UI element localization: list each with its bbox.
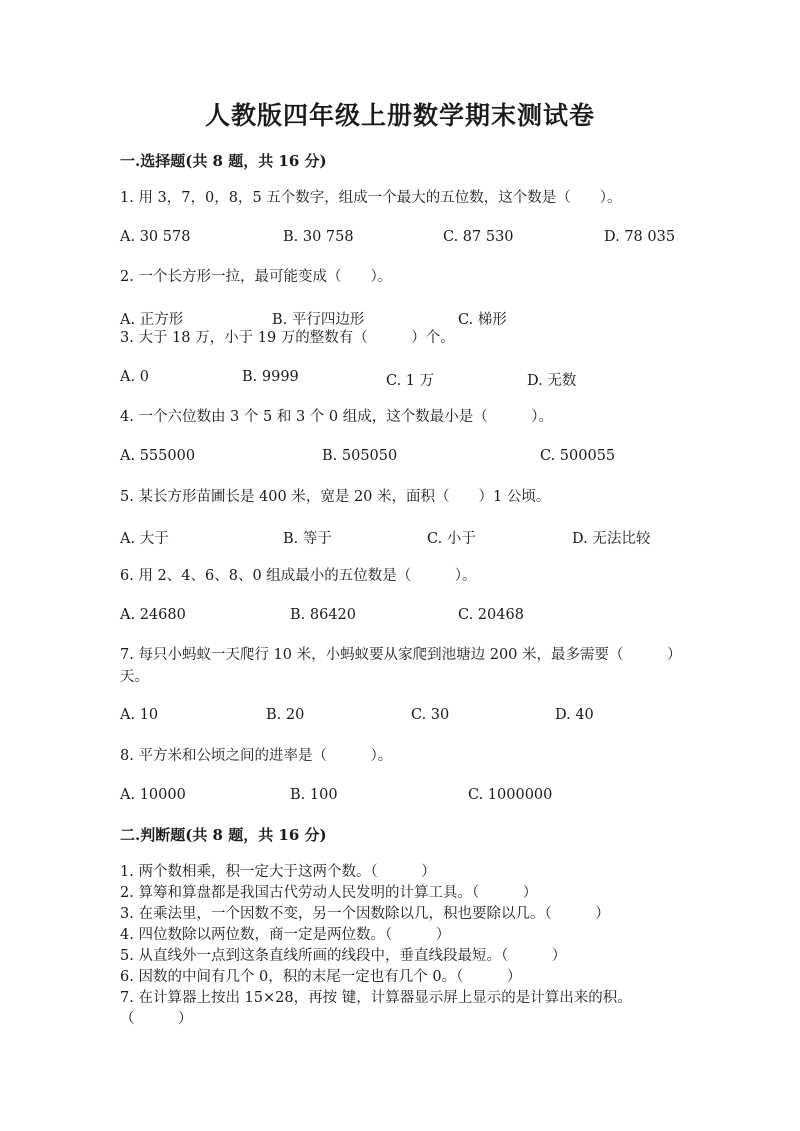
section-heading-judgement: 二.判断题(共 8 题，共 16 分) [120,826,327,844]
option-a: A. 555000 [120,448,196,464]
question-text: 2. 一个长方形一拉，最可能变成（ ）。 [120,269,393,285]
option-c: C. 87 530 [443,229,514,245]
option-d: D. 无数 [527,373,577,389]
option-a: A. 24680 [120,607,186,623]
option-b: B. 平行四边形 [272,312,365,328]
option-b: B. 9999 [242,369,299,385]
option-d: D. 无法比较 [572,531,651,547]
option-a: A. 正方形 [120,312,184,328]
option-a: A. 10000 [120,787,186,803]
option-c: C. 小于 [427,531,476,547]
question-text: 6. 用 2、4、6、8、0 组成最小的五位数是（ ）。 [120,568,477,584]
option-b: B. 86420 [290,607,357,623]
option-b: B. 505050 [322,448,398,464]
option-d: D. 78 035 [604,229,676,245]
option-c: C. 1000000 [468,787,553,803]
judgement-item: 3. 在乘法里，一个因数不变，另一个因数除以几，积也要除以几。（ ） [120,906,610,922]
option-a: A. 10 [120,707,159,723]
judgement-item: 6. 因数的中间有几个 0，积的末尾一定也有几个 0。（ ） [120,969,522,985]
option-d: D. 40 [555,707,594,723]
question-text: 1. 用 3，7，0，8，5 五个数字，组成一个最大的五位数，这个数是（ ）。 [120,190,622,206]
judgement-item: 5. 从直线外一点到这条直线所画的线段中，垂直线段最短。（ ） [120,948,567,964]
question-text: 3. 大于 18 万，小于 19 万的整数有（ ）个。 [120,330,455,346]
page-title: 人教版四年级上册数学期末测试卷 [204,101,595,130]
option-c: C. 1 万 [386,373,435,389]
judgement-item: 1. 两个数相乘，积一定大于这两个数。（ ） [120,864,436,880]
section-heading-choice: 一.选择题(共 8 题，共 16 分) [120,152,327,170]
question-text: 4. 一个六位数由 3 个 5 和 3 个 0 组成，这个数最小是（ ）。 [120,409,553,425]
option-c: C. 500055 [540,448,616,464]
option-b: B. 30 758 [283,229,354,245]
question-text: 7. 每只小蚂蚁一天爬行 10 米，小蚂蚁要从家爬到池塘边 200 米，最多需要（ ）天。 [120,647,675,685]
question-text: 8. 平方米和公顷之间的进率是（ ）。 [120,748,393,764]
judgement-item: 7. 在计算器上按出 15×28，再按 键，计算器显示屏上显示的是计算出来的积。（ ） [120,990,632,1027]
option-b: B. 等于 [283,531,332,547]
judgement-item: 4. 四位数除以两位数，商一定是两位数。（ ） [120,927,451,943]
judgement-item: 2. 算筹和算盘都是我国古代劳动人民发明的计算工具。（ ） [120,885,538,901]
option-a: A. 0 [120,369,149,385]
option-c: C. 30 [411,707,450,723]
question-text: 5. 某长方形苗圃长是 400 米，宽是 20 米，面积（ ）1 公顷。 [120,489,551,505]
option-a: A. 30 578 [120,229,191,245]
option-c: C. 20468 [458,607,524,623]
option-b: B. 100 [290,787,338,803]
option-a: A. 大于 [120,531,169,547]
option-c: C. 梯形 [458,312,507,328]
option-b: B. 20 [266,707,305,723]
